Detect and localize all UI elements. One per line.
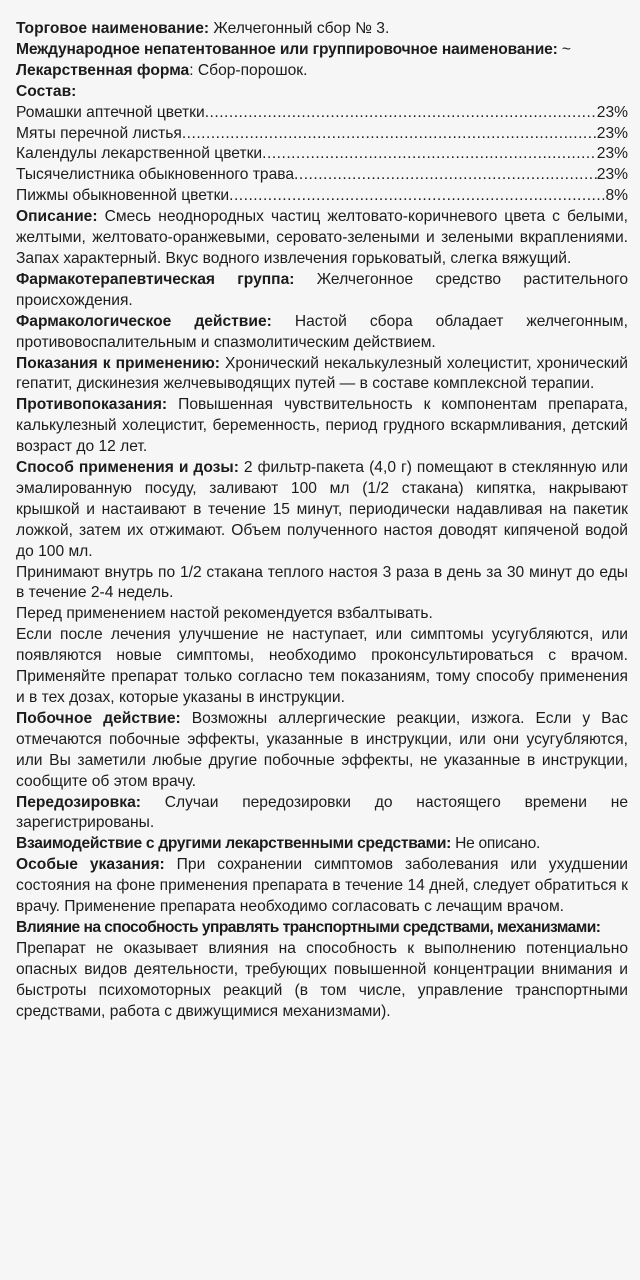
pharm-action-label: Фармакологическое действие:	[16, 312, 272, 330]
dosage-paragraph: Перед применением настой рекомендуется взбалтывать.	[16, 605, 433, 623]
contraindications-text: Повышенная чувствительность к компонентам препарата, калькулезный холецистит, беременность, период грудного вскармливания, детский возраст до 12 лет.	[16, 396, 628, 456]
inn-line	[16, 40, 628, 61]
inn-label: Международное непатентованное или группировочное наименование:	[16, 40, 558, 58]
driving-label: Влияние на способность управлять транспортными средствами, механизмами:	[16, 918, 601, 936]
indications-section	[16, 354, 628, 396]
side-effects-text: Возможны аллергические реакции, изжога. Если у Вас отмечаются побочные эффекты, указанные в инструкции, или они усугубляются, или Вы заметили любые другие побочные эффекты, не указанные в инструкции, сообщите об этом врачу.	[16, 709, 628, 790]
dot-leader	[205, 103, 597, 124]
dot-leader	[294, 165, 597, 186]
ingredient-name: Календулы лекарственной цветки	[16, 145, 263, 163]
composition-label: Состав:	[16, 82, 77, 100]
ingredient-name: Мяты перечной листья	[16, 124, 182, 142]
ingredient-row	[16, 124, 628, 145]
ingredient-name: Тысячелистника обыкновенного трава	[16, 166, 295, 184]
contraindications-section	[16, 395, 628, 458]
form-line	[16, 61, 628, 82]
ingredient-name: Ромашки аптечной цветки	[16, 103, 205, 121]
description-label: Описание:	[16, 208, 98, 226]
pharm-action-text: Настой сбора обладает желчегонным, противовоспалительным и спазмолитическим действием.	[16, 312, 628, 351]
dosage-text: 2 фильтр-пакета (4,0 г) помещают в стеклянную или эмалированную посуду, заливают 100 мл (1/2 стакана) кипятка, накрывают крышкой и настаивают в течение 15 минут, периодически надавливая на пакетик ложкой, затем их отжимают. Объем полученного настоя доводят кипяченой водой до 100 мл.	[16, 459, 628, 560]
ingredient-row	[16, 144, 628, 165]
ingredient-percent: 23%	[596, 145, 628, 163]
interactions-text: Не описано.	[451, 835, 540, 853]
interactions-section	[16, 834, 628, 855]
interactions-label: Взаимодействие с другими лекарственными средствами:	[16, 835, 452, 853]
inn-value: ~	[557, 40, 571, 58]
dosage-section	[16, 458, 628, 563]
ingredient-percent: 8%	[605, 187, 628, 205]
ingredient-percent: 23%	[596, 103, 628, 121]
contraindications-label: Противопоказания:	[16, 396, 168, 414]
indications-text: Хронический некалькулезный холецистит, хронический гепатит, дискинезия желчевыводящих путей — в составе комплексной терапии.	[16, 354, 628, 393]
ingredient-row	[16, 165, 628, 186]
driving-text: Препарат не оказывает влияния на способность к выполнению потенциально опасных видов деятельности, требующих повышенной концентрации внимания и быстроты психомоторных реакций (в том числе, управление транспортными средствами, работа с движущимися механизмами).	[16, 939, 628, 1020]
dosage-label: Способ применения и дозы:	[16, 459, 239, 477]
description-section	[16, 207, 628, 270]
overdose-label: Передозировка:	[16, 793, 141, 811]
description-text: Смесь неоднородных частиц желтовато-коричневого цвета с белыми, желтыми, желтовато-оранжевыми, серовато-зелеными и зелеными вкраплениями. Запах характерный. Вкус водного извлечения горьковатый, слегка вяжущий.	[16, 208, 628, 267]
trade-name-line	[16, 19, 628, 40]
trade-name-value: Желчегонный сбор № 3.	[209, 20, 390, 37]
ingredient-percent: 23%	[596, 124, 628, 142]
indications-label: Показания к применению:	[16, 354, 220, 372]
overdose-section	[16, 793, 628, 835]
side-effects-section	[16, 709, 628, 793]
composition-list	[16, 103, 628, 208]
form-label: Лекарственная форма	[16, 61, 190, 79]
special-text: При сохранении симптомов заболевания или ухудшении состояния на фоне применения препарата в течение 14 дней, следует обратиться к врачу. Применение препарата необходимо согласовать с лечащим врачом.	[16, 856, 628, 916]
ingredient-percent: 23%	[596, 166, 628, 184]
ingredient-row	[16, 186, 628, 207]
dosage-paragraph: Если после лечения улучшение не наступает, или симптомы усугубляются, или появляются новые симптомы, необходимо проконсультироваться с врачом. Применяйте препарат только согласно тем показаниям, тому способу применения и в тех дозах, которые указаны в инструкции.	[16, 626, 628, 706]
overdose-text: Случаи передозировки до настоящего времени не зарегистрированы.	[16, 793, 628, 832]
pharm-group-text: Желчегонное средство растительного происхождения.	[16, 270, 628, 309]
dot-leader	[262, 144, 597, 165]
special-label: Особые указания:	[16, 856, 165, 874]
trade-name-label: Торговое наименование:	[16, 20, 210, 37]
side-effects-label: Побочное действие:	[16, 709, 181, 727]
special-section	[16, 855, 628, 918]
form-value: : Сбор-порошок.	[189, 61, 308, 79]
dot-leader	[229, 186, 605, 207]
pharm-group-label: Фармакотерапевтическая группа:	[16, 270, 295, 288]
pharm-group-section	[16, 270, 628, 312]
ingredient-row	[16, 103, 628, 124]
dosage-paragraph: Принимают внутрь по 1/2 стакана теплого настоя 3 раза в день за 30 минут до еды в течение 2-4 недель.	[16, 563, 628, 602]
pharm-action-section	[16, 312, 628, 354]
dot-leader	[182, 124, 597, 145]
ingredient-name: Пижмы обыкновенной цветки	[16, 187, 230, 205]
